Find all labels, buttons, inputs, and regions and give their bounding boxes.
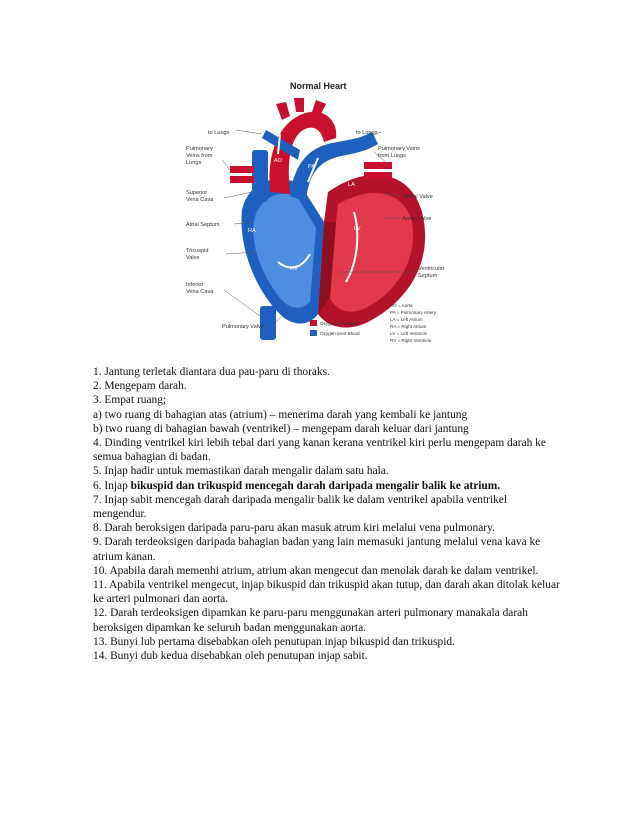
label-tricuspid-valve-1: Tricuspid <box>186 248 209 254</box>
heart-diagram-svg <box>178 72 478 350</box>
label-to-lungs-right: to Lungs <box>356 130 378 136</box>
label-pulmonary-veins-right-2: from Lungs <box>378 153 406 159</box>
label-ventricular-septum-2: Septum <box>418 273 438 279</box>
label-pulmonary-veins-left-2: Veins from <box>186 153 213 159</box>
legend-oxygen-rich: Oxygen-rich Blood <box>320 321 358 326</box>
heart-diagram <box>178 72 478 350</box>
label-pulmonary-veins-right-1: Pulmonary Veins <box>378 146 420 152</box>
label-superior-vena-cava-2: Vena Cava <box>186 197 214 203</box>
list-item: a) two ruang di bahagian atas (atrium) – menerima darah yang kembali ke jantung <box>93 408 468 421</box>
label-pulmonary-veins-left-1: Pulmonary <box>186 146 213 152</box>
label-mitral-valve: Mitral Valve <box>404 194 433 200</box>
list-item <box>93 479 563 493</box>
legend-swatch-oxygen-rich <box>310 320 317 326</box>
legend-abbrev-lv: LV = Left Ventricle <box>390 331 428 336</box>
list-item: 12. Darah terdeoksigen dipamkan ke paru-paru menggunakan arteri pulmonary manakala darah beroksigen dipamkan ke seluruh badan menggunakan aorta. <box>93 607 528 634</box>
legend-abbrev-rv: RV = Right Ventricle <box>390 338 432 343</box>
label-aortic-valve: Aortic Valve <box>402 216 432 222</box>
list-item: 1. Jantung terletak diantara dua pau-paru di thoraks. <box>93 366 330 378</box>
legend-swatch-oxygen-poor <box>310 330 317 336</box>
list-item: 7. Injap sabit mencegah darah daripada mengalir balik ke dalam ventrikel apabila ventrikel mengendur. <box>93 493 508 521</box>
list-item: 10. Apabila darah memenhi atrium, atrium akan mengecut dan menolak darah ke dalam ventrikel. <box>93 564 539 577</box>
label-la: LA <box>348 182 355 188</box>
label-pulmonary-veins-left-3: Lungs <box>186 160 202 166</box>
list-item: 5. Injap hadir untuk memastikan darah mengalir dalam satu hala. <box>93 465 389 478</box>
legend-oxygen-poor: Oxygen-poor Blood <box>320 331 360 336</box>
list-item: b) two ruang di bahagian bawah (ventrikel) – mengepam darah keluar dari jantung <box>93 422 469 435</box>
list-item-bold: bikuspid dan trikuspid mencegah darah daripada mengalir balik ke atrium. <box>130 479 501 492</box>
label-rv: RV <box>290 266 298 272</box>
legend-abbrev-ao: AO = Aorta <box>390 303 413 308</box>
label-ra: RA <box>248 228 256 234</box>
legend-abbrev-la: LA = Left Atrium <box>390 317 423 322</box>
superior-vena-cava-shape <box>252 150 268 202</box>
label-lv: LV <box>354 226 361 232</box>
list-item: 13. Bunyi lub pertama disebabkan oleh penutupan injap bikuspid dan trikuspid. <box>93 635 455 648</box>
pulmonary-vein-right-1 <box>364 162 392 169</box>
label-atrial-septum: Atrial Septum <box>186 222 220 228</box>
inferior-vena-cava-shape <box>260 306 276 340</box>
list-item: 11. Apabila ventrikel mengecut, injap bikuspid dan trikuspid akan tutup, dan darah akan ditolak keluar ke arteri pulmonari dan aorta. <box>93 579 560 606</box>
label-pa: PA <box>308 164 316 170</box>
notes-list <box>93 365 563 663</box>
list-item: 8. Darah beroksigen daripada paru-paru akan masuk atrum kiri melalui vena pulmonary. <box>93 522 495 535</box>
legend-abbrev-ra: RA = Right Atrium <box>390 324 427 329</box>
list-item: 4. Dinding ventrikel kiri lebih tebal dari yang kanan kerana ventrikel kiri perlu mengepam darah ke semua bahagian di badan. <box>93 437 546 464</box>
label-tricuspid-valve-2: Valve <box>186 255 200 261</box>
legend-abbrev-pa: PA = Pulmonary Artery <box>390 310 436 315</box>
label-inferior-vena-cava-1: Inferior <box>186 282 204 288</box>
pulmonary-vein-left-2 <box>230 176 254 183</box>
pulmonary-vein-right-2 <box>364 172 392 179</box>
list-item: 14. Bunyi dub kedua disebabkan oleh penutupan injap sabit. <box>93 650 368 663</box>
pulmonary-vein-left-1 <box>230 166 254 173</box>
list-item: 2. Mengepam darah. <box>93 380 187 393</box>
list-item: 9. Darah terdeoksigen daripada bahagian badan yang lain memasuki jantung melalui vena kava ke atrium kanan. <box>93 536 541 563</box>
figure-title: Normal Heart <box>290 81 347 91</box>
list-item: 3. Empat ruang; <box>93 394 167 407</box>
label-superior-vena-cava-1: Superior <box>186 190 208 196</box>
list-item-prefix: 6. Injap <box>93 479 131 492</box>
label-ventricular-septum-1: Ventricular <box>418 266 445 272</box>
label-to-lungs-left: to Lungs <box>208 130 230 136</box>
label-inferior-vena-cava-2: Vena Cava <box>186 289 214 295</box>
label-pulmonary-valve: Pulmonary Valve <box>222 324 264 330</box>
label-ao: AO <box>274 158 283 164</box>
